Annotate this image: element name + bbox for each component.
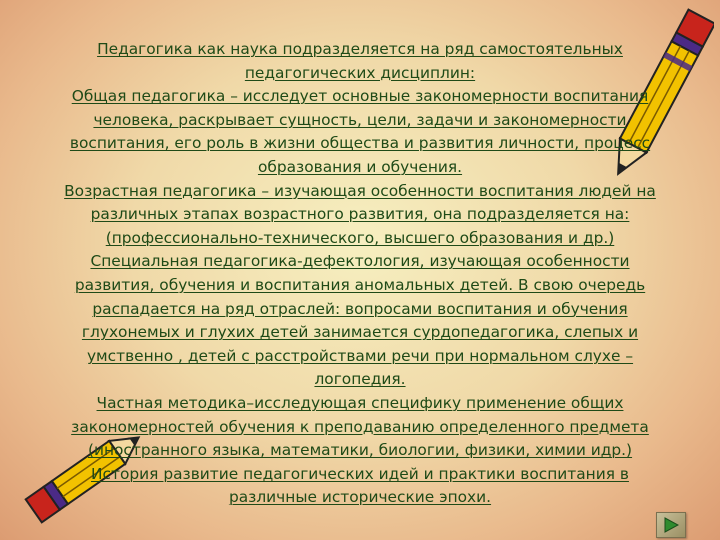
text-line: умственно , детей с расстройствами речи при нормальном слухе –	[86, 346, 634, 365]
text-line: различные исторические эпохи.	[228, 488, 492, 507]
text-line: педагогических дисциплин:	[244, 63, 476, 82]
slide-text	[6, 38, 714, 510]
play-next-icon	[663, 517, 679, 533]
text-line: Специальная педагогика-дефектология, изучающая особенности	[90, 252, 630, 271]
text-line: глухонемых и глухих детей занимается сурдопедагогика, слепых и	[81, 323, 639, 342]
text-line: распадается на ряд отраслей: вопросами воспитания и обучения	[92, 299, 628, 318]
text-line: (иностранного языка, математики, биологии, физики, химии идр.)	[87, 441, 633, 460]
text-line: (профессионально-технического, высшего образования и др.)	[105, 228, 615, 247]
text-line: различных этапах возрастного развития, она подразделяется на:	[90, 205, 630, 224]
text-line: логопедия.	[314, 370, 406, 389]
text-line: воспитания, его роль в жизни общества и развития личности, процесс	[69, 134, 651, 153]
text-line: Частная методика–исследующая специфику применение общих	[96, 393, 624, 412]
text-line: закономерностей обучения к преподаванию определенного предмета	[71, 417, 649, 436]
text-line: человека, раскрывает сущность, цели, задачи и закономерности	[93, 110, 627, 129]
text-line: Педагогика как наука подразделяется на ряд самостоятельных	[97, 40, 623, 58]
text-line: История развитие педагогических идей и практики воспитания в	[91, 464, 629, 483]
next-slide-button[interactable]	[656, 512, 686, 538]
text-line: образования и обучения.	[257, 157, 463, 176]
text-line: Возрастная педагогика – изучающая особенности воспитания людей на	[64, 181, 656, 200]
text-line: развития, обучения и воспитания аномальных детей. В свою очередь	[74, 275, 646, 294]
text-line: Общая педагогика – исследует основные закономерности воспитания	[71, 87, 649, 106]
